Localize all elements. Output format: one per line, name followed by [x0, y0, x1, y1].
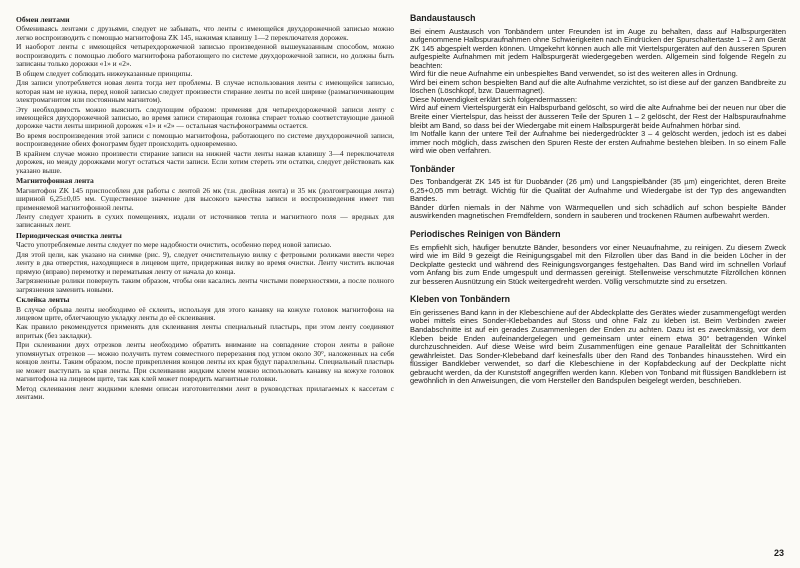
- paragraph: Bänder dürfen niemals in der Nähme von Wärmequellen und sich schädlich auf schon bespielte Bänder auswirkenden magnetischen Fremdfeldern, sondern in sauberen und trockenen Räumen aufbewahrt werden.: [410, 202, 786, 221]
- paragraph: Ein gerissenes Band kann in der Klebeschiene auf der Abdeckplatte des Gerätes wieder zusammengefügt werden wobei mittels eines Sonder-Klebebandes auf Stoss und ohne Falz zu kleben ist. Beim Verbinden zweier Bandabschnitte ist auf ein gerades Zusammenlegen der Enden zu achten. Dazu ist es zweckmässig, vor dem Kleben beide Enden aufeinandergelegen und gemeinsam unter einem etwa 30° betragenden Winkel durchzuschneiden. Auf diese Weise wird beim Zusammenfügen eine genaue Parallelität der Schnittkanten gewährleistet. Das Sonder-Klebeband darf keinesfalls über den Rand des Tonbandes hinausstehen. Wird ein flüssiger Bandkleber verwendet, so darf die Klebeschiene in der Kopfabdeckung auf der Deckplatte nicht gebraucht werden, da der Kunststoff angegriffen werden kann. Kleben von Tonband mit flüssigen Bandklebern ist gewöhnlich in den Anweisungen, die vom Hersteller den Bandspulen beigelegt werden, beschrieben.: [410, 307, 786, 386]
- paragraph: Ленту следует хранить в сухих помещениях, издали от источников тепла и магнитного поля — вредных для записанных лент.: [16, 211, 394, 230]
- section: [410, 165, 786, 221]
- russian-column: [16, 14, 394, 562]
- section-heading: Склейка ленты: [16, 295, 70, 305]
- section: [16, 296, 394, 401]
- paragraph: Эту необходимость можно выяснить следующим образом: применяя для четырехдорожечной записи ленту с имеющейся двухдорожечной записью, во время записи стирающая головка стирает только соответствующие данной дорожке части ленты шириной дорожек «1» и «2» — остальная частьфонограммы остается.: [16, 104, 394, 131]
- section: [410, 14, 786, 156]
- paragraph: Во время воспроизведения этой записи с помощью магнитофона, работающего по системе двухдорожечной записи, воспроизведение обеих фонограмм будет происходить одновременно.: [16, 130, 394, 149]
- paragraph: Wird für die neue Aufnahme ein unbespieltes Band verwendet, so ist des weiteren alles in Ordnung.: [410, 69, 738, 79]
- paragraph: Im Notfalle kann der untere Teil der Aufnahme bei niedergedrückter 3 – 4 gelöscht werden, jedoch ist es dabei immer noch möglich, dass zwischen den Spuren Reste der ersten Aufnahme bestehen bleiben. In so einem Falle wird wie oben verfahren.: [410, 129, 786, 156]
- section-heading: Периодическая очистка ленты: [16, 230, 122, 240]
- section-heading: Kleben von Tonbändern: [410, 294, 511, 305]
- paragraph: В случае обрыва ленты необходимо её склеить, используя для этого канавку на кожухе головок магнитофона на лицевом щите, облегчающую укладку ленты до её склеивания.: [16, 304, 394, 322]
- section-heading: Обмен лентами: [16, 15, 70, 24]
- paragraph: В крайнем случае можно произвести стирание записи на нижней части ленты нажав клавишу 3—4 переключателя дорожек, но между дорожками могут остаться части записи. Если хотим стереть эти остатки, следует действовать как указано выше.: [16, 148, 394, 175]
- section: [16, 232, 394, 294]
- paragraph: Для этой цели, как указано на снимке (рис. 9), следует очистительную вилку с фетровыми роликами ввести через ленту в два отверстия, находящиеся в лицевом щите, придерживая вилку во время очистки. Ленту чистить включая прямую (вправо) перемотку и перематывая ленту от начала до конца.: [16, 249, 394, 276]
- paragraph: И наоборот ленты с имеющейся четырехдорожечной записью произведенной вышеуказанным способом, можно воспроизводить с помощью любого магнитофона работающего по системе двухдорожечной записи, но должны быть записаны только дорожки «1» и «2».: [16, 42, 394, 69]
- section-heading: Магнитофонная лента: [16, 176, 94, 186]
- section: [410, 230, 786, 286]
- paragraph: Bei einem Austausch von Tonbändern unter Freunden ist im Auge zu behalten, dass auf Halbspurgeräten aufgenommene Halbspuraufnahmen ohne Schwierigkeiten nach Eindrücken der Spurschaltertaste 1 – 2 am Gerät ZK 145 abgespielt werden können. Umgekehrt können auch alle mit Viertelspurgeräten auf den äusseren Spuren aufgespielte Aufnahmen mit jedem Halbspurgerät wiedergegeben werden. Allgemein sind folgende Regeln zu beachten:: [410, 26, 786, 70]
- paragraph: Магнитофон ZK 145 приспособлен для работы с лентой 26 мк (т.н. двойная лента) и 35 мк (долгоиграющая лента) шириной 6,25±0,05 мм. Существенное значение для высокого качества записи и воспроизведения имеет тип применяемой магнитофонной ленты.: [16, 185, 394, 212]
- paragraph: Для записи употребляется новая лента тогда нет проблемы. В случае использования ленты с имеющейся записью, которая нам не нужна, перед новой записью следует произвести стирание ленты по всей ширине (размагничивающим электромагнитом или постоянным магнитом).: [16, 78, 394, 105]
- paragraph: Обмениваясь лентами с друзьями, следует не забывать, что ленты с имеющейся двухдорожечной записью можно легко воспроизводить с помощью магнитофона ZK 145, нажимая клавишу 1—2 переключателя дорожек.: [16, 24, 394, 42]
- section-heading: Periodisches Reinigen von Bändern: [410, 229, 561, 240]
- paragraph: Часто употребляемые ленты следует по мере надобности очистить, особенно перед новой записью.: [16, 240, 332, 250]
- paragraph: В общем следует соблюдать нижеуказанные принципы.: [16, 68, 193, 78]
- paragraph: Загрязненные ролики повернуть таким образом, чтобы они касались ленты чистыми поверхностями, а после полного загрязнения заменить новыми.: [16, 276, 394, 294]
- paragraph: Des Tonbandgerät ZK 145 ist für Duobänder (26 µm) und Langspielbänder (35 µm) eingerichtet, deren Breite 6,25+0,05 mm beträgt. Wichtig für die Qualität der Aufnahme und Wiedergabe ist der Typ des angewandten Bandes.: [410, 177, 786, 204]
- section: [16, 16, 394, 175]
- paragraph: Как правило рекомендуется применять для склеивания ленты специальный пластырь, при этом ленту соединяют впритык (без закладки).: [16, 322, 394, 340]
- paragraph: Wird bei einem schon bespielten Band auf die alte Aufnahme verzichtet, so ist diese auf der ganzen Bandbreite zu löschen (Löschkopf, bzw. Dauermagnet).: [410, 77, 786, 96]
- paragraph: Wird auf einem Viertelspurgerät ein Halbspurband gelöscht, so wird die alte Aufnahme bei der neuen nur über die Breite einer Viertelspur, das heisst der äusseren Teile der Spuren 1 – 2 gelöscht, der Rest der Halbspuraufnahme bleibt am Band, so dass bei der Wiedergabe mit einem Halbspurgerät beide Aufnahmen hörbar sind.: [410, 103, 786, 130]
- page-number: 23: [773, 548, 784, 558]
- paragraph: Es empfiehlt sich, häufiger benutzte Bänder, besonders vor einer Neuaufnahme, zu reinigen. Zu diesem Zweck wird wie im Bild 9 gezeigt die Reinigungsgabel mit den Filzrollen über das Band in die beiden Löcher in der Deckplatte gesteckt und während des Reinigungsvorganges festgehalten. Das Band wird im schnellen Vorlauf vom Anfang bis zum Ende umgespult und dermassen gereinigt. Stellenweise verschmutzte Filzröllchen können zur besseren Ausnützung ein Stück weitergedreht werden. Völlig verschmutzte sind zu ersetzen.: [410, 242, 786, 286]
- paragraph: При склеивании двух отрезков ленты необходимо обратить внимание на совпадение сторон ленты в районе упомянутых отрезков — можно получить путем совместного перерезания под углом около 30°, наложенных на себя концов ленты. Таким образом, после прикрепления концов ленты их края будут параллельны. Специальный пластырь не может выступать за края ленты. При склеивании жидким клеем можно использовать канавку на кожухе головок магнитофона на лицевом щите, так как клей может повредить магнитные головки.: [16, 340, 394, 384]
- paragraph: Метод склеивания лент жидкими клеями описан изготовителями лент в руководствах прилагаемых к кассетам с лентами.: [16, 383, 394, 402]
- section-heading: Tonbänder: [410, 163, 455, 174]
- section: [16, 177, 394, 230]
- paragraph: Diese Notwendigkeit erklärt sich folgendermassen:: [410, 94, 578, 104]
- german-column: [410, 14, 786, 562]
- section-heading: Bandaustausch: [410, 14, 476, 23]
- section: [410, 295, 786, 385]
